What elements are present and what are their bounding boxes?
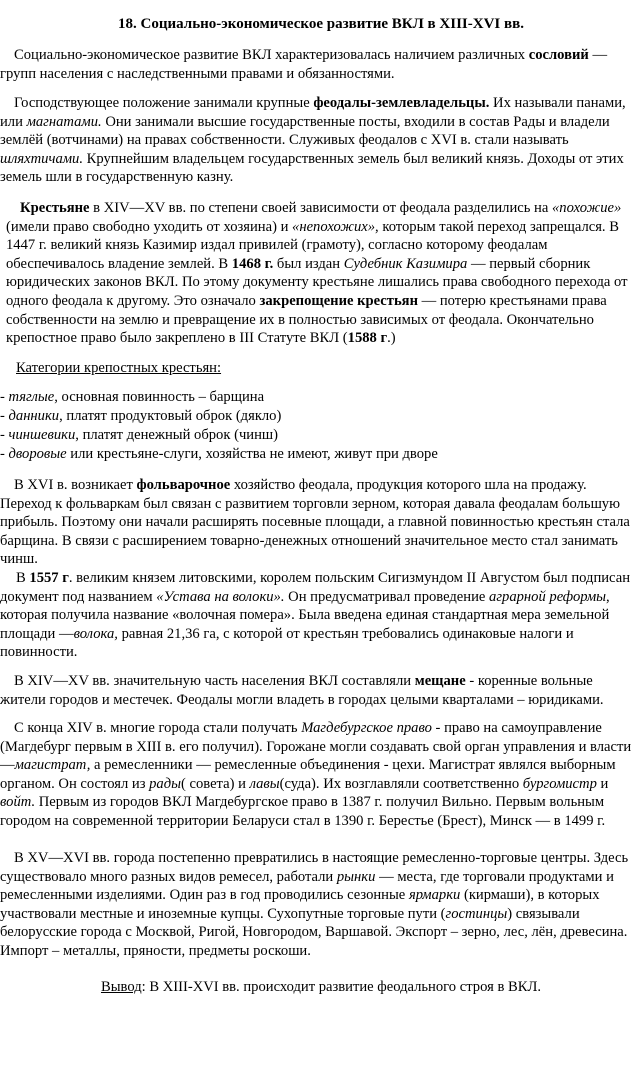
list-item: - дворовые или крестьяне-слуги, хозяйства не имеют, живут при дворе: [0, 446, 438, 462]
paragraph-folwark: В XVI в. возникает фольварочное хозяйство феодала, продукция которого шла на продажу. Переход к фольваркам был связан с развитием торговли зерном, которая давала феодалам большую прибыль. Поэтому они начали расширять посевные площади, а главной повинностью крестьян стала барщина. В связи с расширением товарно-денежных отношений значительное место стал занимать чинш.: [0, 477, 630, 568]
conclusion-label: Вывод: [100, 979, 142, 995]
page-title: 18. Социально-экономическое развитие ВКЛ в XIII-XVI вв.: [118, 16, 524, 32]
conclusion-text: : В XIII-XVI вв. происходит развитие феодального строя в ВКЛ.: [141, 979, 541, 995]
conclusion: [0, 978, 642, 997]
paragraph-feudals: Господствующее положение занимали крупные феодалы-землевладельцы. Их называли панами, или магнатами. Они занимали высшие государственные посты, входили в состав Рады и владели землёй (вотчинами) на правах собственности. Служивых феодалов с XVI в. стали называть шляхтичами. Крупнейшим владельцем государственных земель был великий князь. Доходы от этих земель шли в государственную казну.: [0, 95, 626, 186]
paragraph-trade: В XV—XVI вв. города постепенно превратились в настоящие ремесленно-торговые центры. Здесь существовало много разных видов ремесел, работали рынки — места, где торговали продуктами и ремесленными изделиями. Один раз в год проводились сезонные ярмарки (кирмаши), в которых участвовали местные и иноземные купцы. Сухопутные торговые пути (гостинцы) связывали белорусские города с Москвой, Ригой, Новгородом, Варшавой. Экспорт – зерно, лес, лён, древесина. Импорт – металлы, пряности, предметы роскоши.: [0, 850, 629, 959]
paragraph-peasants: Крестьяне в XIV—XV вв. по степени своей зависимости от феодала разделились на «похожие» (имели право свободно уходить от хозяина) и «непохожих», которым такой переход запрещался. В 1447 г. великий князь Казимир издал привилей (грамоту), согласно которому феодалам обеспечивалось владение землей. В 1468 г. был издан Судебник Казимира — первый сборник юридических законов ВКЛ. По этому документу крестьяне лишались права свободного перехода от одного феодала к другому. Это означало закрепощение крестьян — потерю крестьянами права собственности на землю и превращение их в полностью зависимых от феодала. Окончательно крепостное право было закреплено в III Статуте ВКЛ (1588 г.): [6, 200, 628, 347]
list-item: - данники, платят продуктовый оброк (дякло): [0, 408, 282, 424]
paragraph-magdeburg-law: С конца XIV в. многие города стали получать Магдебургское право - право на самоуправление (Магдебург первым в XIII в. его получил). Горожане могли создавать свой орган управления и власти —магистрат, а ремесленники — ремесленные объединения - цехи. Магистрат являлся выборным органом. Он состоял из рады( совета) и лавы(суда). Их возглавляли соответственно бургомистр и войт. Первым из городов ВКЛ Магдебургское право в 1387 г. получил Вильно. Первым вольным городом на современной территории Беларуси стал в 1390 г. Берестье (Брест), Минск — в 1499 г.: [0, 720, 632, 829]
list-item: - чиншевики, платят денежный оброк (чинш): [0, 427, 278, 443]
paragraph-burghers: В XIV—XV вв. значительную часть населения ВКЛ составляли мещане - коренные вольные жители городов и местечек. Феодалы могли владеть в городах целыми кварталами – юридиками.: [0, 673, 604, 708]
list-item: - тяглые, основная повинность – барщина: [0, 389, 265, 405]
paragraph-estates: Социально-экономическое развитие ВКЛ характеризовалась наличием различных сословий — групп населения с наследственными правами и обязанностями.: [0, 47, 608, 82]
paragraph-volok-reform: В 1557 г. великим князем литовскими, королем польским Сигизмундом II Августом был подписан документ под названием «Устава на волоки». Он предусматривал проведение аграрной реформы, которая получила название «волочная помера». Была введена единая стандартная мера земельной площади —волока, равная 21,36 га, с которой от крестьян требовались одинаковые налоги и повинности.: [0, 570, 631, 661]
categories-heading: Категории крепостных крестьян:: [16, 360, 222, 376]
